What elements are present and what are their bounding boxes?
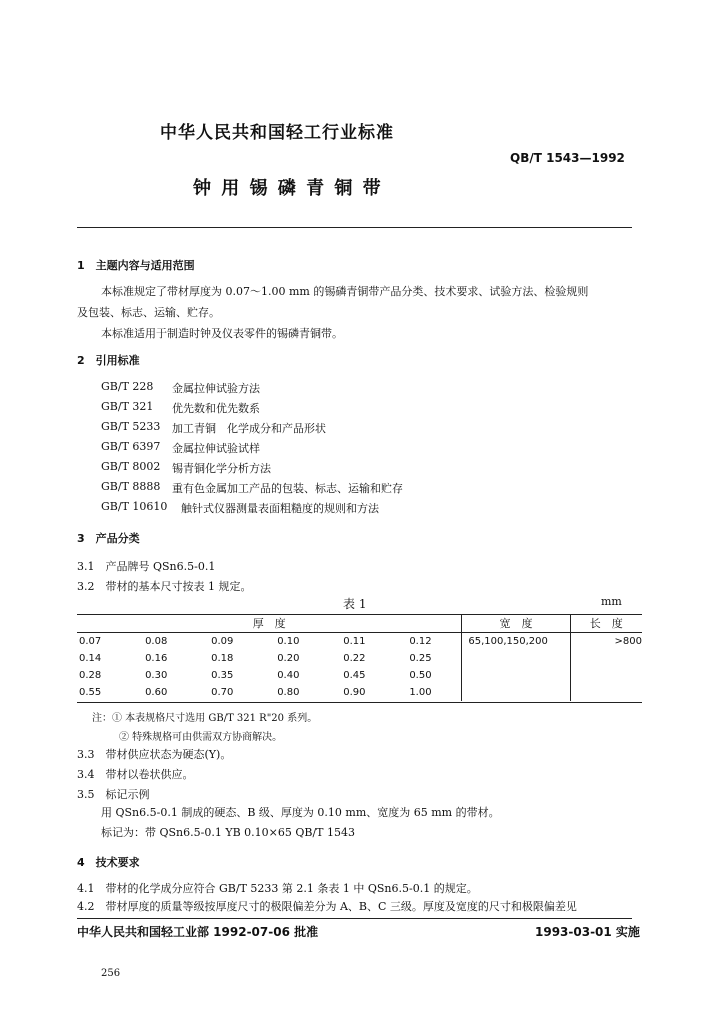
thickness-header: 厚 度 [77,614,462,633]
clause-3-5: 3.5 标记示例 [77,788,150,801]
section-1-para-1-line-1: 本标准规定了带材厚度为 0.07～1.00 mm 的锡磷青铜带产品分类、技术要求、试验方法、检验规则 [101,285,589,298]
section-1-para-2: 本标准适用于制造时钟及仪表零件的锡磷青铜带。 [101,327,343,340]
clause-3-2: 3.2 带材的基本尺寸按表 1 规定。 [77,580,252,593]
clause-3-5-example: 用 QSn6.5-0.1 制成的硬态、B 级、厚度为 0.10 mm、宽度为 65 mm 的带材。 [101,806,500,819]
ref-code: GB/T 8888 [101,480,161,493]
ref-code: GB/T 228 [101,380,154,393]
width-cell-empty [462,667,570,684]
table-unit: mm [601,595,622,608]
thickness-cell: 0.09 [211,636,234,647]
ref-code: GB/T 321 [101,400,154,413]
document-title: 钟 用 锡 磷 青 铜 带 [193,178,383,199]
clause-3-4: 3.4 带材以卷状供应。 [77,768,194,781]
length-cell-empty [570,650,642,667]
ref-title: 优先数和优先数系 [172,402,260,415]
thickness-cell: 0.12 [409,636,432,647]
length-header: 长 度 [570,614,642,633]
ref-title: 加工青铜 化学成分和产品形状 [172,422,326,435]
width-cell-empty [462,650,570,667]
table-note-1: 注：① 本表规格尺寸选用 GB/T 321 R"20 系列。 [92,713,318,724]
width-cell-empty [462,684,570,701]
thickness-cell: 1.00 [409,687,432,698]
clause-4-2: 4.2 带材厚度的质量等级按厚度尺寸的极限偏差分为 A、B、C 三级。厚度及宽度的尺寸和极限偏差见 [77,900,577,913]
thickness-cell: 0.08 [145,636,168,647]
thickness-cell: 0.16 [145,653,168,664]
thickness-cell: 0.07 [79,636,102,647]
thickness-cell: 0.90 [343,687,366,698]
table-caption: 表 1 [343,597,367,611]
thickness-cell: 0.14 [79,653,102,664]
ref-code: GB/T 6397 [101,440,161,453]
clause-3-3: 3.3 带材供应状态为硬态(Y)。 [77,748,232,761]
thickness-cell: 0.40 [277,670,300,681]
thickness-cell: 0.18 [211,653,234,664]
standard-number: QB/T 1543—1992 [510,151,625,165]
thickness-cell: 0.25 [409,653,432,664]
table-row [77,650,642,667]
header-rule [77,227,632,228]
thickness-cell: 0.22 [343,653,366,664]
table-row [77,667,642,684]
section-1-para-1-line-2: 及包装、标志、运输、贮存。 [77,306,220,319]
thickness-cell: 0.50 [409,670,432,681]
table-note-2: ② 特殊规格可由供需双方协商解决。 [119,732,283,743]
thickness-cell: 0.11 [343,636,366,647]
section-2-heading: 2 引用标准 [77,354,140,367]
table-row [77,684,642,701]
section-3-heading: 3 产品分类 [77,532,140,545]
ref-code: GB/T 5233 [101,420,161,433]
ref-code: GB/T 10610 [101,500,168,513]
ref-title: 重有色金属加工产品的包装、标志、运输和贮存 [172,482,403,495]
thickness-cell: 0.20 [277,653,300,664]
table-header-row [77,614,642,633]
length-cell: >800 [570,633,642,651]
clause-4-1: 4.1 带材的化学成分应符合 GB/T 5233 第 2.1 条表 1 中 QSn6.5-0.1 的规定。 [77,882,478,895]
thickness-cell: 0.70 [211,687,234,698]
width-header: 宽 度 [462,614,570,633]
length-cell-empty [570,667,642,684]
width-cell: 65,100,150,200 [462,633,570,651]
thickness-cell: 0.10 [277,636,300,647]
footer-rule [77,918,632,919]
thickness-cell: 0.30 [145,670,168,681]
thickness-cell: 0.35 [211,670,234,681]
section-1-heading: 1 主题内容与适用范围 [77,259,195,272]
thickness-cell: 0.45 [343,670,366,681]
org-title: 中华人民共和国轻工行业标准 [160,123,394,143]
ref-title: 金属拉伸试验方法 [172,382,260,395]
table-bottom-rule [77,702,642,703]
thickness-cell: 0.55 [79,687,102,698]
ref-title: 锡青铜化学分析方法 [172,462,271,475]
clause-3-1: 3.1 产品牌号 QSn6.5-0.1 [77,560,216,573]
section-4-heading: 4 技术要求 [77,856,140,869]
ref-code: GB/T 8002 [101,460,161,473]
ref-title: 金属拉伸试验试样 [172,442,260,455]
ref-title: 触针式仪器测量表面粗糙度的规则和方法 [181,502,379,515]
approval-line: 中华人民共和国轻工业部 1992-07-06 批准 [77,925,319,939]
length-cell-empty [570,684,642,701]
thickness-cell: 0.60 [145,687,168,698]
clause-3-5-marking: 标记为：带 QSn6.5-0.1 YB 0.10×65 QB/T 1543 [101,826,356,839]
table-row [77,633,642,651]
implementation-date: 1993-03-01 实施 [535,925,640,939]
page-number: 256 [101,968,121,979]
thickness-cell: 0.28 [79,670,102,681]
dimension-table [77,614,642,701]
thickness-cell: 0.80 [277,687,300,698]
